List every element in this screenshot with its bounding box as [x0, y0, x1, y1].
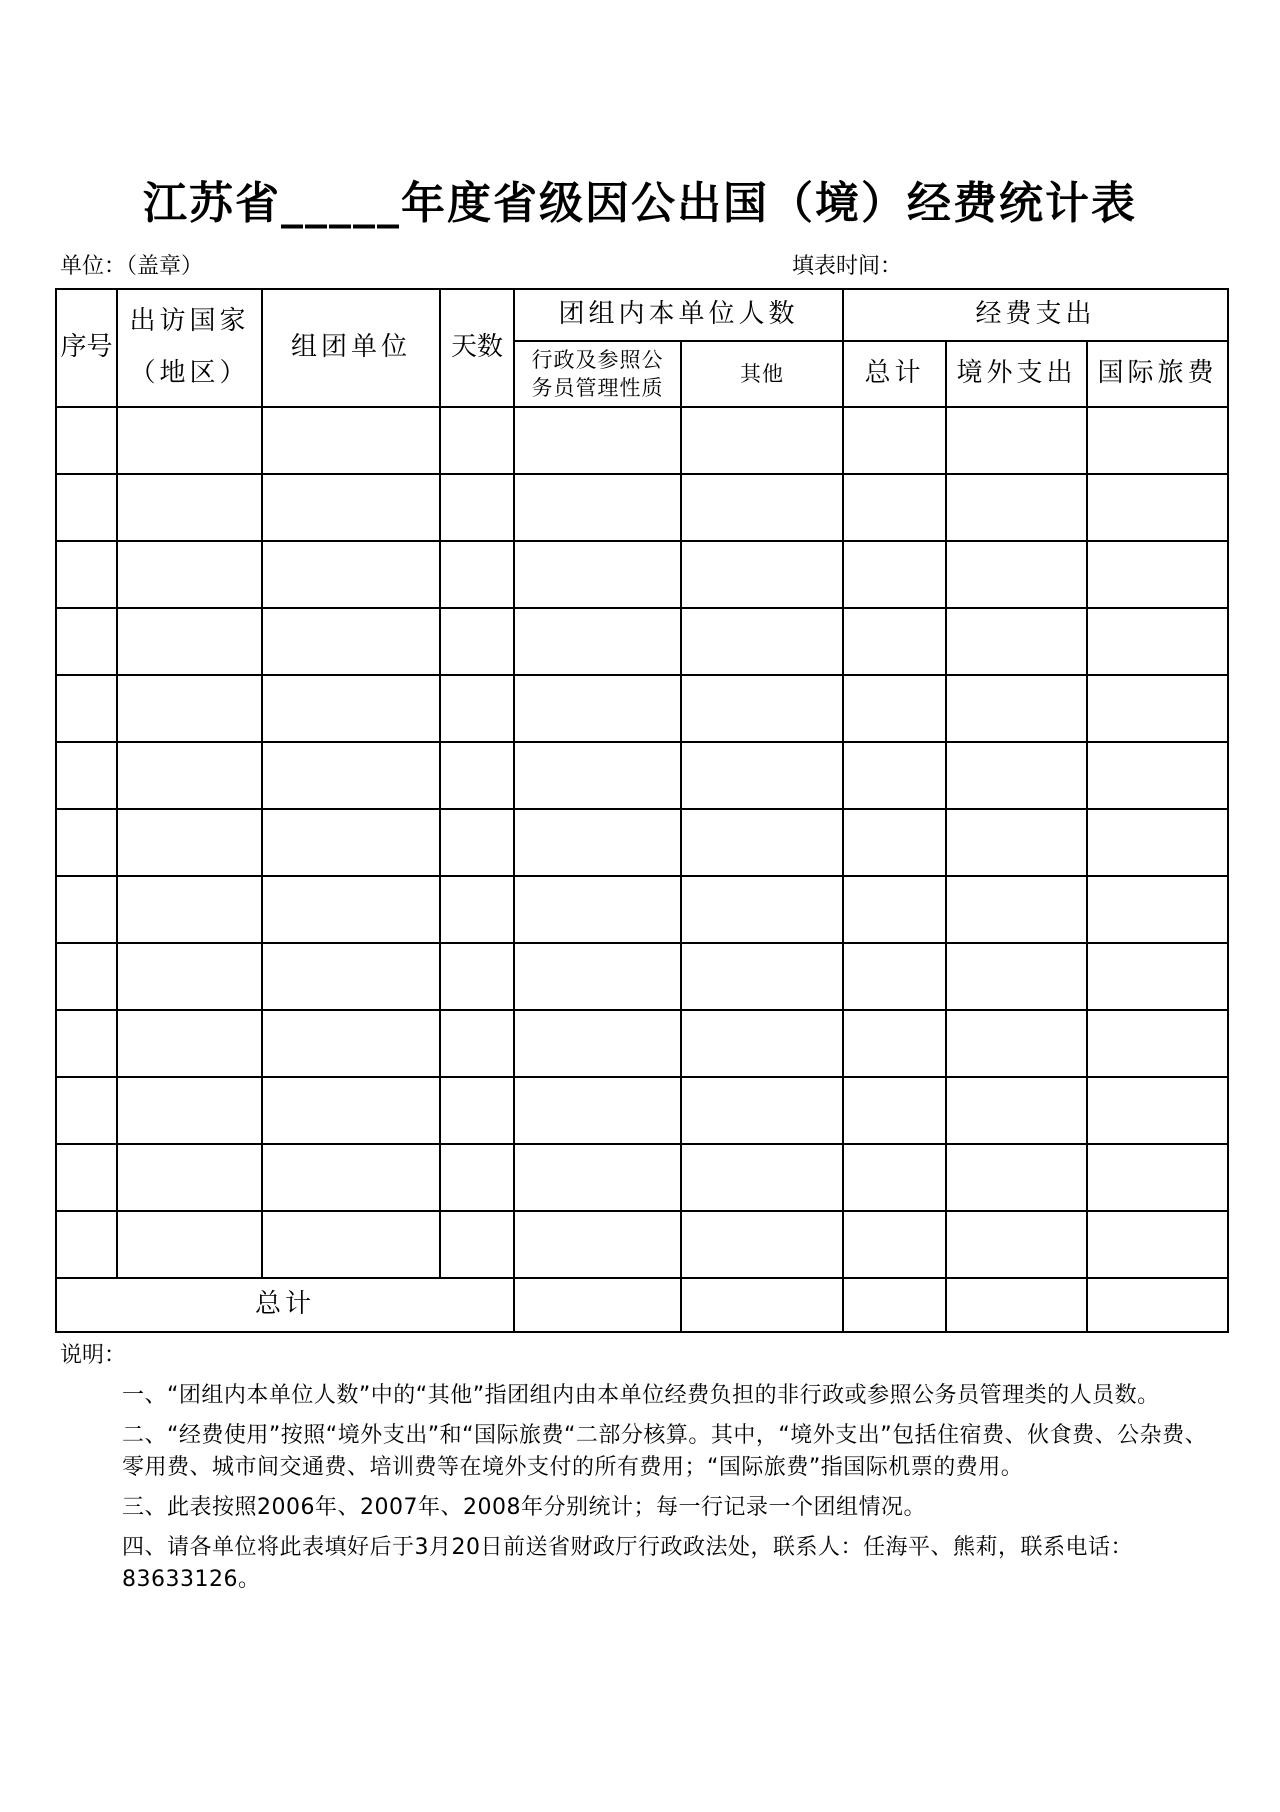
table-cell[interactable]: [117, 809, 262, 876]
table-cell[interactable]: [514, 541, 681, 608]
header-country-line1: 出访国家: [129, 306, 250, 337]
table-cell[interactable]: [843, 1077, 946, 1144]
table-cell[interactable]: [117, 742, 262, 809]
header-staff-group: 团组内本单位人数: [514, 289, 843, 341]
note-item-3: 三、此表按照2006年、2007年、2008年分别统计；每一行记录一个团组情况。: [122, 1495, 926, 1520]
table-cell[interactable]: [262, 1144, 440, 1211]
table-cell[interactable]: [262, 943, 440, 1010]
total-cell[interactable]: [514, 1278, 681, 1332]
table-cell[interactable]: [681, 1077, 843, 1144]
table-cell[interactable]: [1087, 809, 1228, 876]
table-cell[interactable]: [440, 943, 514, 1010]
table-cell[interactable]: [56, 1077, 117, 1144]
table-cell[interactable]: [1087, 1077, 1228, 1144]
table-row: [56, 407, 1228, 474]
table-cell[interactable]: [514, 943, 681, 1010]
table-cell[interactable]: [946, 1010, 1087, 1077]
table-cell[interactable]: [843, 943, 946, 1010]
table-row: [56, 809, 1228, 876]
table-row: [56, 541, 1228, 608]
table-cell[interactable]: [117, 943, 262, 1010]
table-cell[interactable]: [681, 943, 843, 1010]
header-expense-travel: 国际旅费: [1087, 341, 1228, 407]
table-row: [56, 742, 1228, 809]
table-cell[interactable]: [117, 1211, 262, 1278]
table-cell[interactable]: [946, 876, 1087, 943]
note-item-2: 二、“经费使用”按照“境外支出”和“国际旅费“二部分核算。其中，“境外支出”包括住宿费、伙食费、公杂费、零用费、城市间交通费、培训费等在境外支付的所有费用；“国际旅费”指国际机票的费用。: [122, 1423, 1208, 1480]
total-cell[interactable]: [843, 1278, 946, 1332]
table-cell[interactable]: [843, 407, 946, 474]
table-cell[interactable]: [1087, 675, 1228, 742]
table-cell[interactable]: [117, 407, 262, 474]
notes-section: [60, 1340, 1220, 1604]
form-title: 江苏省_____年度省级因公出国（境）经费统计表: [143, 178, 1137, 229]
table-cell[interactable]: [262, 876, 440, 943]
table-cell[interactable]: [514, 742, 681, 809]
table-cell[interactable]: [843, 541, 946, 608]
table-cell[interactable]: [440, 541, 514, 608]
table-cell[interactable]: [262, 809, 440, 876]
table-cell[interactable]: [843, 675, 946, 742]
table-cell[interactable]: [56, 1010, 117, 1077]
table-cell[interactable]: [1087, 474, 1228, 541]
table-cell[interactable]: [56, 876, 117, 943]
table-cell[interactable]: [843, 809, 946, 876]
table-cell[interactable]: [56, 943, 117, 1010]
table-row: [56, 1144, 1228, 1211]
table-cell[interactable]: [56, 742, 117, 809]
table-cell[interactable]: [946, 1211, 1087, 1278]
table-cell[interactable]: [117, 876, 262, 943]
table-cell[interactable]: [514, 407, 681, 474]
table-cell[interactable]: [843, 742, 946, 809]
table-cell[interactable]: [440, 876, 514, 943]
table-cell[interactable]: [117, 1144, 262, 1211]
table-row: [56, 876, 1228, 943]
table-cell[interactable]: [1087, 1211, 1228, 1278]
table-cell[interactable]: [843, 474, 946, 541]
table-cell[interactable]: [843, 608, 946, 675]
table-cell[interactable]: [56, 1211, 117, 1278]
table-cell[interactable]: [262, 1077, 440, 1144]
table-cell[interactable]: [440, 608, 514, 675]
table-cell[interactable]: [514, 608, 681, 675]
table-cell[interactable]: [117, 474, 262, 541]
header-days: 天数: [440, 289, 514, 407]
table-cell[interactable]: [946, 1144, 1087, 1211]
table-cell[interactable]: [946, 742, 1087, 809]
table-cell[interactable]: [681, 1211, 843, 1278]
table-cell[interactable]: [514, 675, 681, 742]
table-cell[interactable]: [1087, 943, 1228, 1010]
table-cell[interactable]: [946, 809, 1087, 876]
table-cell[interactable]: [946, 943, 1087, 1010]
table-cell[interactable]: [262, 1010, 440, 1077]
table-cell[interactable]: [1087, 876, 1228, 943]
table-cell[interactable]: [117, 1010, 262, 1077]
table-cell[interactable]: [56, 675, 117, 742]
table-cell[interactable]: [440, 1077, 514, 1144]
total-cell[interactable]: [1087, 1278, 1228, 1332]
header-expense-total: 总计: [843, 341, 946, 407]
table-cell[interactable]: [56, 1144, 117, 1211]
header-country-line2: （地区）: [129, 358, 250, 388]
table-cell[interactable]: [681, 541, 843, 608]
table-row: [56, 608, 1228, 675]
table-cell[interactable]: [262, 608, 440, 675]
header-seq: 序号: [56, 289, 117, 407]
header-country: [117, 289, 262, 407]
table-row: [56, 1211, 1228, 1278]
table-cell[interactable]: [440, 1010, 514, 1077]
table-cell[interactable]: [843, 1144, 946, 1211]
table-cell[interactable]: [514, 876, 681, 943]
table-cell[interactable]: [514, 1010, 681, 1077]
expense-table: [55, 288, 1229, 1333]
table-cell[interactable]: [514, 474, 681, 541]
table-cell[interactable]: [681, 474, 843, 541]
table-cell[interactable]: [1087, 742, 1228, 809]
table-cell[interactable]: [946, 541, 1087, 608]
table-cell[interactable]: [843, 876, 946, 943]
total-cell[interactable]: [946, 1278, 1087, 1332]
table-cell[interactable]: [262, 742, 440, 809]
header-org: 组团单位: [262, 289, 440, 407]
header-staff-other: 其他: [681, 341, 843, 407]
note-item-4: 四、请各单位将此表填好后于3月20日前送省财政厅行政政法处，联系人：任海平、熊莉，联系电话：83633126。: [122, 1535, 1133, 1592]
table-cell[interactable]: [514, 1077, 681, 1144]
table-cell[interactable]: [117, 608, 262, 675]
table-cell[interactable]: [843, 1211, 946, 1278]
table-cell[interactable]: [1087, 541, 1228, 608]
table-cell[interactable]: [117, 1077, 262, 1144]
table-row: [56, 675, 1228, 742]
table-row: [56, 474, 1228, 541]
table-cell[interactable]: [440, 809, 514, 876]
table-cell[interactable]: [56, 474, 117, 541]
table-cell[interactable]: [1087, 608, 1228, 675]
table-cell[interactable]: [262, 407, 440, 474]
table-cell[interactable]: [681, 1144, 843, 1211]
unit-stamp-label: 单位：（盖章）: [60, 254, 204, 279]
table-cell[interactable]: [1087, 1144, 1228, 1211]
table-cell[interactable]: [946, 675, 1087, 742]
table-row: [56, 1010, 1228, 1077]
table-row: [56, 943, 1228, 1010]
table-cell[interactable]: [1087, 407, 1228, 474]
fill-time-label: 填表时间：: [792, 254, 903, 279]
table-cell[interactable]: [514, 1211, 681, 1278]
table-cell[interactable]: [262, 474, 440, 541]
table-cell[interactable]: [56, 407, 117, 474]
table-cell[interactable]: [440, 675, 514, 742]
table-cell[interactable]: [440, 1144, 514, 1211]
table-cell[interactable]: [262, 675, 440, 742]
table-cell[interactable]: [440, 474, 514, 541]
table-cell[interactable]: [681, 608, 843, 675]
table-cell[interactable]: [440, 742, 514, 809]
header-expense-group: 经费支出: [843, 289, 1228, 341]
table-cell[interactable]: [1087, 1010, 1228, 1077]
table-cell[interactable]: [56, 809, 117, 876]
table-cell[interactable]: [262, 1211, 440, 1278]
table-cell[interactable]: [117, 541, 262, 608]
table-cell[interactable]: [681, 876, 843, 943]
table-cell[interactable]: [843, 1010, 946, 1077]
table-cell[interactable]: [262, 541, 440, 608]
table-cell[interactable]: [681, 742, 843, 809]
table-cell[interactable]: [440, 407, 514, 474]
total-row: [56, 1278, 1228, 1332]
table-cell[interactable]: [117, 675, 262, 742]
total-label: 总计: [56, 1278, 514, 1332]
table-cell[interactable]: [440, 1211, 514, 1278]
header-staff-admin: 行政及参照公务员管理性质: [514, 341, 681, 407]
header-expense-abroad: 境外支出: [946, 341, 1087, 407]
table-cell[interactable]: [56, 608, 117, 675]
table-cell[interactable]: [946, 608, 1087, 675]
table-cell[interactable]: [946, 1077, 1087, 1144]
table-cell[interactable]: [56, 541, 117, 608]
table-cell[interactable]: [514, 809, 681, 876]
table-cell[interactable]: [681, 675, 843, 742]
note-item-1: 一、“团组内本单位人数”中的“其他”指团组内由本单位经费负担的非行政或参照公务员管理类的人员数。: [122, 1383, 1160, 1408]
table-cell[interactable]: [514, 1144, 681, 1211]
table-cell[interactable]: [946, 474, 1087, 541]
table-cell[interactable]: [681, 809, 843, 876]
total-cell[interactable]: [681, 1278, 843, 1332]
table-row: [56, 1077, 1228, 1144]
notes-heading: 说明：: [60, 1343, 127, 1368]
table-cell[interactable]: [681, 1010, 843, 1077]
table-cell[interactable]: [946, 407, 1087, 474]
table-cell[interactable]: [681, 407, 843, 474]
